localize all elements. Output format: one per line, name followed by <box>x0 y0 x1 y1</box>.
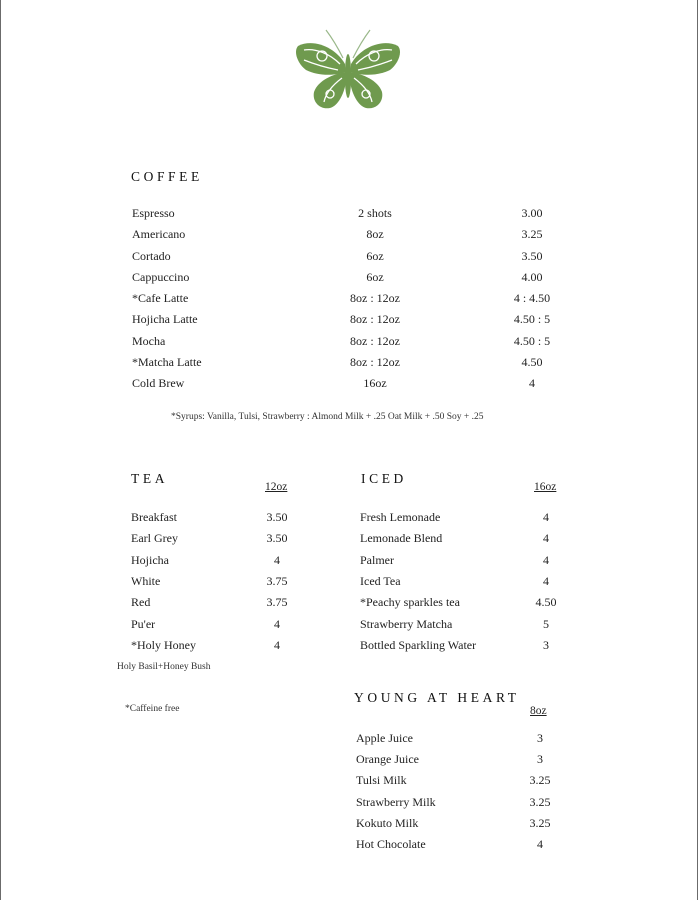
item-name: *Peachy sparkles tea <box>360 595 460 610</box>
item-price: 3 <box>537 752 543 767</box>
tea-size-label: 12oz <box>265 481 288 493</box>
item-price: 4.00 <box>521 269 543 284</box>
item-name: Tulsi Milk <box>356 773 407 788</box>
item-name: Fresh Lemonade <box>360 510 441 524</box>
item-price: 4.50 : 5 <box>513 333 551 348</box>
item-price: 4.50 <box>521 354 543 369</box>
item-name: Red <box>131 595 151 610</box>
item-price: 4 <box>543 531 549 546</box>
item-price: 3.25 <box>529 773 551 788</box>
item-price: 4 <box>274 552 280 567</box>
item-price: 3 <box>543 637 549 652</box>
item-size: 8oz : 12oz <box>350 354 400 369</box>
page-border-left <box>0 0 1 900</box>
item-name: Palmer <box>360 552 394 567</box>
item-size: 6oz <box>366 248 384 263</box>
tea-heading: TEA <box>131 471 169 486</box>
iced-size-label: 16oz <box>534 481 557 493</box>
item-name: Apple Juice <box>356 731 413 745</box>
item-price: 4 <box>274 616 280 631</box>
item-size: 8oz <box>366 227 384 242</box>
item-name: *Holy Honey <box>131 637 196 652</box>
item-name: Hojicha Latte <box>132 312 198 327</box>
item-price: 3 <box>537 731 543 745</box>
holy-honey-note: Holy Basil+Honey Bush <box>117 662 211 672</box>
item-name: Orange Juice <box>356 752 419 767</box>
item-name: White <box>131 573 161 588</box>
item-name: Bottled Sparkling Water <box>360 637 477 652</box>
item-name: Americano <box>132 227 186 242</box>
item-name: Cappuccino <box>132 269 190 284</box>
item-size: 8oz : 12oz <box>350 291 400 305</box>
item-name: Kokuto Milk <box>356 815 419 830</box>
item-price: 4 <box>274 637 280 652</box>
item-price: 4 <box>543 573 549 588</box>
item-name: Cold Brew <box>132 376 185 390</box>
item-price: 4 : 4.50 <box>513 291 551 305</box>
item-price: 3.25 <box>529 794 551 809</box>
item-price: 4 <box>537 837 543 851</box>
item-price: 3.25 <box>529 815 551 830</box>
item-price: 4.50 : 5 <box>513 312 551 327</box>
item-price: 3.75 <box>266 595 288 610</box>
item-size: 8oz : 12oz <box>350 333 400 348</box>
item-size: 6oz <box>366 269 384 284</box>
item-name: Strawberry Milk <box>356 794 436 809</box>
item-name: Earl Grey <box>131 531 178 546</box>
coffee-heading: COFFEE <box>131 169 203 184</box>
item-name: Hojicha <box>131 552 169 567</box>
syrups-note: *Syrups: Vanilla, Tulsi, Strawberry : Almond Milk + .25 Oat Milk + .50 Soy + .25 <box>171 412 484 422</box>
item-name: Cortado <box>132 248 171 263</box>
caffeine-free-note: *Caffeine free <box>125 704 180 714</box>
item-size: 2 shots <box>358 206 392 220</box>
item-name: Breakfast <box>131 510 177 524</box>
item-price: 5 <box>543 616 549 631</box>
item-name: Strawberry Matcha <box>360 616 453 631</box>
item-name: *Cafe Latte <box>132 291 189 305</box>
item-price: 4 <box>543 510 549 524</box>
item-name: Espresso <box>132 206 175 220</box>
item-price: 3.50 <box>266 531 288 546</box>
item-price: 4.50 <box>535 595 557 610</box>
item-name: Lemonade Blend <box>360 531 443 546</box>
item-name: Mocha <box>132 333 166 348</box>
item-size: 16oz <box>363 376 387 390</box>
item-price: 3.75 <box>266 573 288 588</box>
item-price: 3.50 <box>521 248 543 263</box>
young-size-label: 8oz <box>530 705 547 717</box>
item-name: Hot Chocolate <box>356 837 426 851</box>
item-name: *Matcha Latte <box>132 354 202 369</box>
butterfly-logo-icon <box>292 28 404 112</box>
item-price: 4 <box>529 376 535 390</box>
item-price: 4 <box>543 552 549 567</box>
item-price: 3.50 <box>266 510 288 524</box>
item-size: 8oz : 12oz <box>350 312 400 327</box>
item-name: Iced Tea <box>360 573 401 588</box>
young-heading: YOUNG AT HEART <box>354 690 520 705</box>
item-price: 3.00 <box>521 206 543 220</box>
item-name: Pu'er <box>131 616 156 631</box>
iced-heading: ICED <box>361 471 407 486</box>
item-price: 3.25 <box>521 227 543 242</box>
